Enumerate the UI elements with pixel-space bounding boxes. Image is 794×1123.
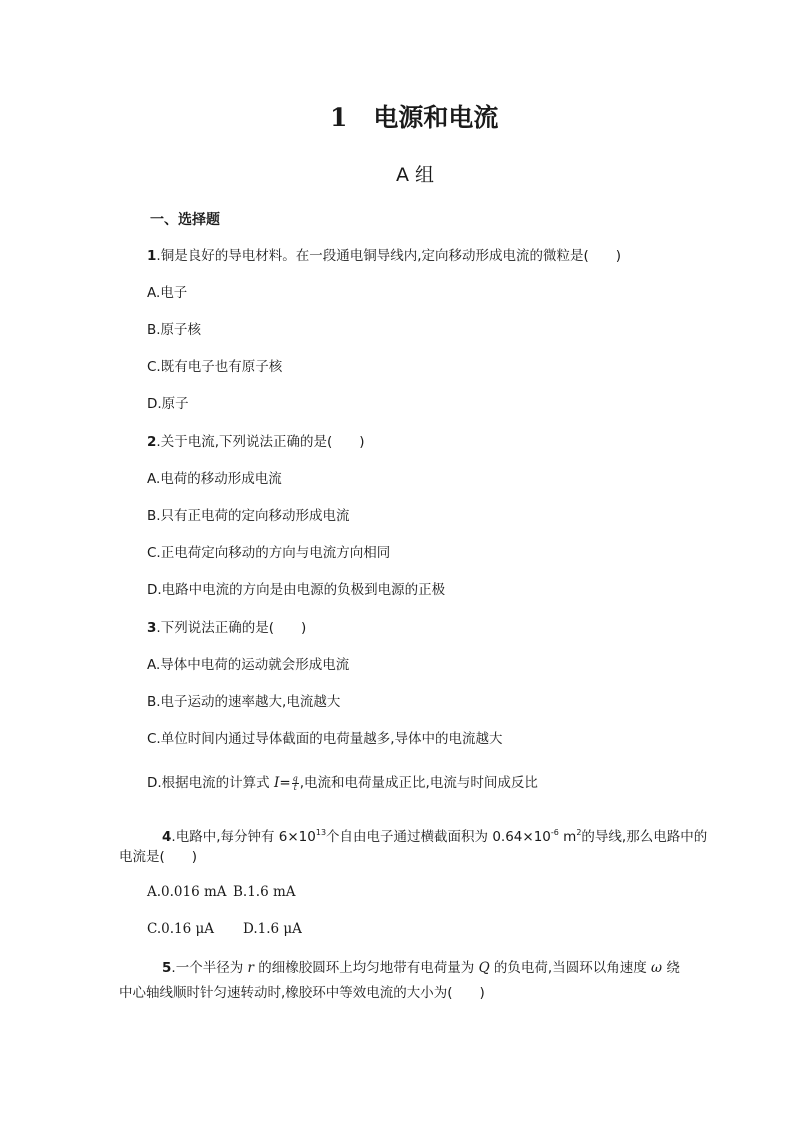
- formula-fraction: $\frac{q}{t}$: [292, 773, 298, 792]
- question-4-options-row2: [147, 921, 302, 937]
- question-1-option-c: C.既有电子也有原子核: [147, 359, 283, 375]
- question-1-stem: 1.铜是良好的导电材料。在一段通电铜导线内,定向移动形成电流的微粒是( ): [147, 248, 622, 264]
- question-4-option-c: C.0.16 μA: [147, 921, 215, 937]
- question-1-number: 1: [147, 248, 157, 264]
- question-2-option-b: B.只有正电荷的定向移动形成电流: [147, 508, 350, 524]
- question-2-option-d: D.电路中电流的方向是由电源的负极到电源的正极: [147, 582, 446, 598]
- question-5-stem: 5.一个半径为 r 的细橡胶圆环上均匀地带有电荷量为 Q 的负电荷,当圆环以角速度 ω 绕: [162, 960, 680, 976]
- title-text: 电源和电流: [373, 103, 499, 132]
- question-2-stem: 2.关于电流,下列说法正确的是( ): [147, 434, 365, 450]
- question-4-options-row1: [147, 884, 296, 900]
- question-4-stem-line2: 电流是( ): [119, 849, 198, 865]
- variable-q: Q: [478, 960, 490, 976]
- question-2-option-c: C.正电荷定向移动的方向与电流方向相同: [147, 545, 391, 561]
- question-3-option-c: C.单位时间内通过导体截面的电荷量越多,导体中的电流越大: [147, 731, 503, 747]
- question-3-number: 3: [147, 620, 157, 636]
- question-4-number: 4: [162, 829, 172, 845]
- question-2-option-a: A.电荷的移动形成电流: [147, 471, 282, 487]
- section-heading: 一、选择题: [150, 212, 220, 228]
- variable-omega: ω: [651, 960, 663, 976]
- question-1-option-d: D.原子: [147, 396, 189, 412]
- question-3-option-a: A.导体中电荷的运动就会形成电流: [147, 657, 350, 673]
- question-5-stem-line2: 中心轴线顺时针匀速转动时,橡胶环中等效电流的大小为( ): [119, 985, 485, 1001]
- title-number: 1: [330, 103, 348, 132]
- question-1-option-b: B.原子核: [147, 322, 202, 338]
- group-heading: A 组: [396, 164, 435, 186]
- question-3-stem: 3.下列说法正确的是( ): [147, 620, 307, 636]
- question-4-option-d: D.1.6 μA: [243, 921, 302, 937]
- question-5-number: 5: [162, 960, 172, 976]
- question-3-option-b: B.电子运动的速率越大,电流越大: [147, 694, 341, 710]
- question-3-option-d: D.根据电流的计算式 I= $\frac{q}{t}$ ,电流和电荷量成正比,电流与时间成反比: [147, 773, 538, 792]
- variable-r: r: [247, 960, 254, 976]
- page-title: [330, 98, 498, 134]
- question-4-option-b: B.1.6 mA: [233, 884, 296, 900]
- question-1-option-a: A.电子: [147, 285, 188, 301]
- question-2-number: 2: [147, 434, 157, 450]
- question-4-option-a: A.0.016 mA: [147, 884, 227, 900]
- formula-variable-i: I: [273, 775, 280, 791]
- question-4-stem: 4.电路中,每分钟有 $6\times 10^{13}$个自由电子通过横截面积为 $0.64\times 10^{-6}$ $m^2$的导线,那么电路中的: [162, 828, 708, 845]
